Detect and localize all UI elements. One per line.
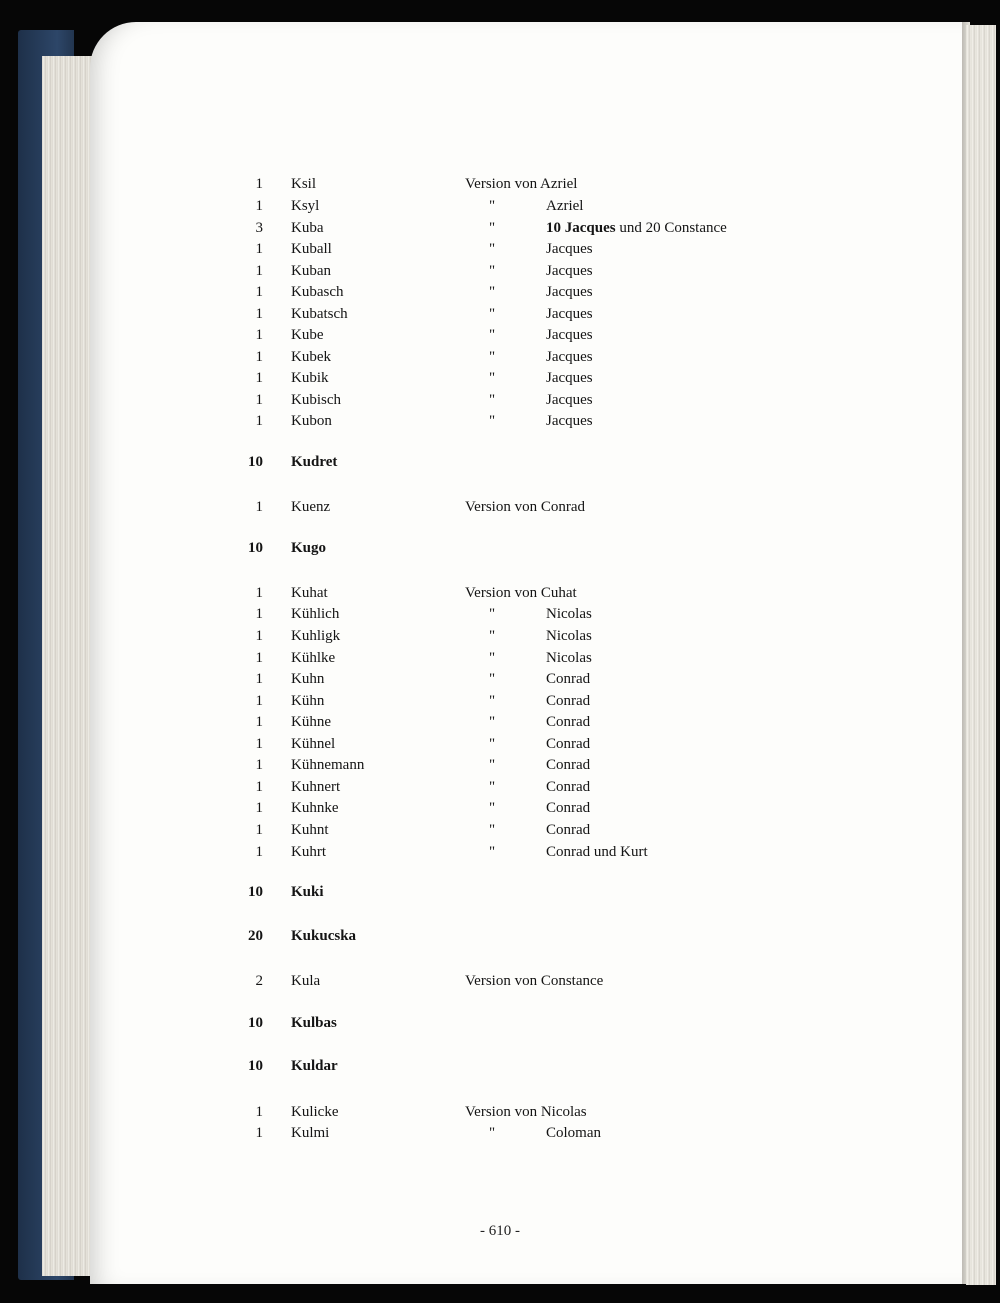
entry-name: Kudret xyxy=(291,454,338,470)
entry-origin xyxy=(546,797,590,819)
entry-name: Kuban xyxy=(291,263,331,279)
entry-count: 1 xyxy=(255,198,263,214)
entry-origin-text: Jacques xyxy=(546,263,593,279)
list-item xyxy=(0,970,1000,992)
entry-name: Kubik xyxy=(291,370,329,386)
entry-origin-text: Azriel xyxy=(546,198,584,214)
entry-count: 10 xyxy=(248,884,263,900)
entry-count: 1 xyxy=(255,284,263,300)
entry-name: Kuldar xyxy=(291,1058,338,1074)
entry-count: 1 xyxy=(255,844,263,860)
list-item xyxy=(0,881,1000,903)
entry-origin-text: Jacques xyxy=(546,392,593,408)
entry-count: 1 xyxy=(255,757,263,773)
entry-count: 1 xyxy=(255,1104,263,1120)
entry-origin-text: Jacques xyxy=(546,284,593,300)
entry-origin xyxy=(546,603,592,625)
entry-count: 1 xyxy=(255,650,263,666)
ditto-mark: " xyxy=(489,800,496,816)
entry-name: Kula xyxy=(291,973,321,989)
ditto-mark: " xyxy=(489,844,496,860)
entry-origin xyxy=(546,776,590,798)
entry-origin xyxy=(546,711,590,733)
list-item xyxy=(0,1101,1000,1123)
entry-origin xyxy=(546,841,648,863)
entry-name: Kulmi xyxy=(291,1125,330,1141)
entry-name: Kuhat xyxy=(291,585,328,601)
entry-origin-text: Conrad xyxy=(546,822,591,838)
entry-origin-text: und 20 Constance xyxy=(615,220,727,236)
entry-count: 1 xyxy=(255,736,263,752)
ditto-mark: " xyxy=(489,306,496,322)
list-item xyxy=(0,1122,1000,1144)
list-item xyxy=(0,451,1000,473)
entry-name: Kubek xyxy=(291,349,331,365)
entry-origin xyxy=(546,754,590,776)
ditto-mark: " xyxy=(489,370,496,386)
entry-count: 1 xyxy=(255,671,263,687)
list-item xyxy=(0,537,1000,559)
list-item xyxy=(0,819,1000,841)
list-item xyxy=(0,776,1000,798)
entry-origin xyxy=(546,324,593,346)
ditto-mark: " xyxy=(489,263,496,279)
entry-name: Kühlke xyxy=(291,650,336,666)
entry-origin-bold: 10 Jacques xyxy=(546,220,616,236)
ditto-mark: " xyxy=(489,714,496,730)
entry-origin-text: Nicolas xyxy=(546,628,592,644)
entry-origin xyxy=(546,1122,601,1144)
list-item xyxy=(0,173,1000,195)
list-item xyxy=(0,647,1000,669)
entry-origin xyxy=(546,410,593,432)
list-item xyxy=(0,797,1000,819)
entry-count: 1 xyxy=(255,176,263,192)
entry-name: Kugo xyxy=(291,540,327,556)
list-item xyxy=(0,496,1000,518)
entry-origin xyxy=(546,195,583,217)
entry-origin-text: Jacques xyxy=(546,327,593,343)
entry-name: Kulbas xyxy=(291,1015,337,1031)
entry-origin xyxy=(546,690,590,712)
entry-version: Version von Nicolas xyxy=(465,1104,587,1120)
ditto-mark: " xyxy=(489,327,496,343)
entry-name: Kühnel xyxy=(291,736,336,752)
entry-count: 10 xyxy=(248,540,263,556)
entry-origin-text: Conrad xyxy=(546,800,591,816)
entry-name: Kuhnke xyxy=(291,800,339,816)
entry-count: 1 xyxy=(255,779,263,795)
entry-name: Kuki xyxy=(291,884,324,900)
entry-name: Kubatsch xyxy=(291,306,348,322)
entry-origin-text: Conrad xyxy=(546,693,591,709)
list-item xyxy=(0,582,1000,604)
entry-origin-text: Conrad und Kurt xyxy=(546,844,648,860)
ditto-mark: " xyxy=(489,198,496,214)
ditto-mark: " xyxy=(489,779,496,795)
entry-origin-text: Conrad xyxy=(546,671,591,687)
entry-version: Version von Conrad xyxy=(465,499,585,515)
list-item xyxy=(0,690,1000,712)
ditto-mark: " xyxy=(489,241,496,257)
entry-count: 1 xyxy=(255,499,263,515)
entry-origin xyxy=(546,260,593,282)
page-number: - 610 - xyxy=(480,1223,520,1239)
list-item xyxy=(0,733,1000,755)
list-item xyxy=(0,367,1000,389)
entry-origin-text: Conrad xyxy=(546,779,591,795)
entry-count: 1 xyxy=(255,1125,263,1141)
ditto-mark: " xyxy=(489,1125,496,1141)
list-item xyxy=(0,346,1000,368)
entry-origin xyxy=(546,217,727,239)
entry-version: Version von Azriel xyxy=(465,176,578,192)
entry-name: Kuhligk xyxy=(291,628,341,644)
entry-count: 1 xyxy=(255,628,263,644)
list-item xyxy=(0,603,1000,625)
list-item xyxy=(0,389,1000,411)
entry-name: Kühn xyxy=(291,693,325,709)
ditto-mark: " xyxy=(489,392,496,408)
list-item xyxy=(0,238,1000,260)
ditto-mark: " xyxy=(489,693,496,709)
entry-origin xyxy=(546,367,593,389)
list-item xyxy=(0,1055,1000,1077)
entry-origin-text: Conrad xyxy=(546,736,591,752)
list-item xyxy=(0,217,1000,239)
ditto-mark: " xyxy=(489,671,496,687)
entry-origin xyxy=(546,819,590,841)
entry-origin-text: Jacques xyxy=(546,241,593,257)
ditto-mark: " xyxy=(489,284,496,300)
ditto-mark: " xyxy=(489,220,496,236)
entry-count: 10 xyxy=(248,1058,263,1074)
entry-name: Kühnemann xyxy=(291,757,365,773)
entry-origin-text: Jacques xyxy=(546,349,593,365)
entry-count: 1 xyxy=(255,392,263,408)
entry-count: 1 xyxy=(255,606,263,622)
entry-count: 10 xyxy=(248,1015,263,1031)
list-item xyxy=(0,195,1000,217)
list-item xyxy=(0,625,1000,647)
entry-count: 1 xyxy=(255,306,263,322)
entry-name: Kühlich xyxy=(291,606,340,622)
entry-count: 2 xyxy=(255,973,263,989)
ditto-mark: " xyxy=(489,349,496,365)
entry-origin-text: Conrad xyxy=(546,714,591,730)
entry-name: Ksil xyxy=(291,176,317,192)
entry-origin xyxy=(546,281,593,303)
entry-count: 20 xyxy=(248,928,263,944)
list-item xyxy=(0,410,1000,432)
list-item xyxy=(0,711,1000,733)
ditto-mark: " xyxy=(489,606,496,622)
ditto-mark: " xyxy=(489,413,496,429)
entry-name: Kukucska xyxy=(291,928,357,944)
entry-origin-text: Conrad xyxy=(546,757,591,773)
entry-origin xyxy=(546,668,590,690)
entry-origin xyxy=(546,346,593,368)
list-item xyxy=(0,925,1000,947)
entry-origin-text: Jacques xyxy=(546,370,593,386)
entry-origin xyxy=(546,733,590,755)
list-item xyxy=(0,260,1000,282)
entry-count: 1 xyxy=(255,585,263,601)
entry-count: 1 xyxy=(255,263,263,279)
entry-count: 1 xyxy=(255,241,263,257)
entry-name: Kuenz xyxy=(291,499,331,515)
entry-count: 1 xyxy=(255,822,263,838)
entry-origin xyxy=(546,647,592,669)
entry-origin xyxy=(546,389,593,411)
list-item xyxy=(0,324,1000,346)
entry-name: Kuhnert xyxy=(291,779,341,795)
entry-version: Version von Constance xyxy=(465,973,604,989)
entry-name: Kubon xyxy=(291,413,332,429)
entry-name: Kühne xyxy=(291,714,331,730)
entry-name: Kuhrt xyxy=(291,844,326,860)
ditto-mark: " xyxy=(489,757,496,773)
entry-name: Kuhn xyxy=(291,671,325,687)
entry-origin xyxy=(546,238,593,260)
entry-count: 1 xyxy=(255,693,263,709)
entry-count: 1 xyxy=(255,370,263,386)
entry-count: 10 xyxy=(248,454,263,470)
entry-name: Kube xyxy=(291,327,324,343)
entry-count: 1 xyxy=(255,800,263,816)
entry-name: Kubisch xyxy=(291,392,341,408)
entry-origin-text: Nicolas xyxy=(546,650,592,666)
entry-name: Kuball xyxy=(291,241,332,257)
entry-name: Kubasch xyxy=(291,284,344,300)
entry-name: Kuhnt xyxy=(291,822,329,838)
list-item xyxy=(0,1012,1000,1034)
ditto-mark: " xyxy=(489,822,496,838)
list-item xyxy=(0,754,1000,776)
entry-origin-text: Jacques xyxy=(546,306,593,322)
entry-count: 1 xyxy=(255,714,263,730)
entry-origin xyxy=(546,625,592,647)
list-item xyxy=(0,668,1000,690)
entry-origin xyxy=(546,303,593,325)
entry-count: 3 xyxy=(255,220,263,236)
entry-count: 1 xyxy=(255,349,263,365)
list-item xyxy=(0,281,1000,303)
list-item xyxy=(0,841,1000,863)
entry-name: Kulicke xyxy=(291,1104,339,1120)
entry-origin-text: Jacques xyxy=(546,413,593,429)
ditto-mark: " xyxy=(489,628,496,644)
ditto-mark: " xyxy=(489,736,496,752)
entry-name: Kuba xyxy=(291,220,324,236)
entry-origin-text: Nicolas xyxy=(546,606,592,622)
entry-name: Ksyl xyxy=(291,198,320,214)
entry-count: 1 xyxy=(255,327,263,343)
entry-count: 1 xyxy=(255,413,263,429)
ditto-mark: " xyxy=(489,650,496,666)
entry-origin-text: Coloman xyxy=(546,1125,601,1141)
entry-version: Version von Cuhat xyxy=(465,585,577,601)
list-item xyxy=(0,303,1000,325)
